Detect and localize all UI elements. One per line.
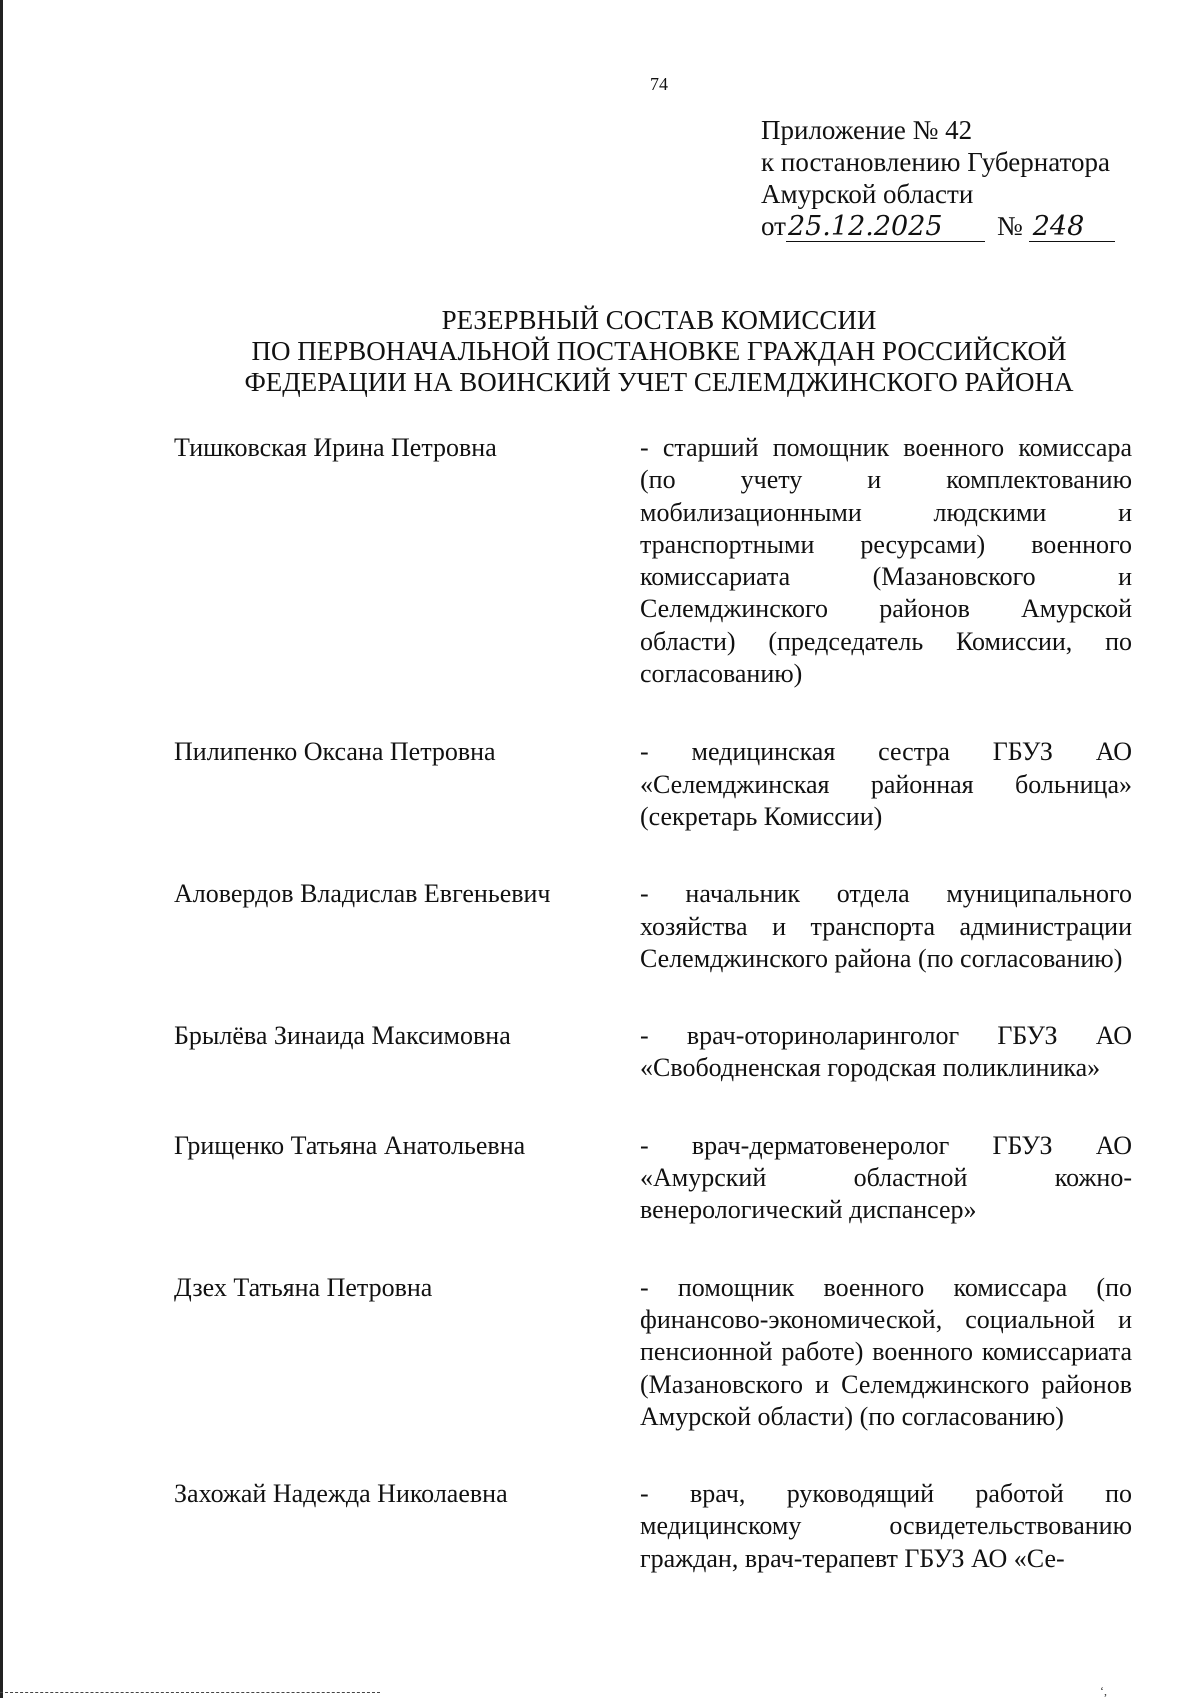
number-prefix: № [996, 211, 1023, 241]
handwritten-number: 248 [1029, 213, 1115, 242]
member-name: Грищенко Татьяна Анатольевна [174, 1130, 526, 1160]
member-name: Захожай Надежда Николаевна [174, 1479, 508, 1509]
title-line-1: РЕЗЕРВНЫЙ СОСТАВ КОМИССИИ [441, 305, 877, 335]
member-row [174, 736, 1138, 833]
member-list [174, 432, 1138, 1575]
handwritten-date: 25.12.2025 [786, 213, 985, 242]
member-role: - медицинская сестра ГБУЗ АО «Селемджинская районная больница» (секретарь Комиссии) [640, 737, 1132, 831]
member-name: Тишковская Ирина Петровна [174, 433, 497, 462]
scan-artifact-mark: ʻ, [1100, 1684, 1107, 1698]
appendix-line-3: Амурской области [761, 179, 974, 209]
member-row [174, 1478, 1138, 1575]
date-prefix: от [761, 211, 786, 241]
member-role: - врач, руководящий работой по медицинскому освидетельствованию граждан, врач-терапевт ГБУЗ АО «Се- [640, 1479, 1132, 1573]
member-name: Брылёва Зинаида Максимовна [174, 1021, 511, 1051]
member-row [174, 878, 1138, 975]
appendix-line-1: Приложение № 42 [761, 115, 973, 145]
document-title [0, 305, 1200, 398]
member-role: - старший помощник военного комиссара (по учету и комплектованию мобилизационными людскими и транспортными ресурсами) военного комиссариата (Мазановского и Селемджинского районов Амурской области) (председатель Комиссии, по согласованию) [640, 433, 1132, 689]
member-name: Пилипенко Оксана Петровна [174, 737, 496, 767]
page-number: 74 [650, 74, 668, 94]
member-role: - помощник военного комиссара (по финансово-экономической, социальной и пенсионной работе) военного комиссариата (Мазановского и Селемджинского районов Амурской области) (по согласованию) [640, 1272, 1132, 1431]
member-row [174, 1272, 1138, 1433]
member-row [174, 1020, 1138, 1085]
member-role: - начальник отдела муниципального хозяйства и транспорта администрации Селемджинского района (по согласованию) [640, 879, 1132, 973]
member-name: Дзех Татьяна Петровна [174, 1272, 433, 1302]
decree-date-row [761, 210, 1181, 242]
appendix-line-2: к постановлению Губернатора [761, 147, 1110, 177]
title-line-2: ПО ПЕРВОНАЧАЛЬНОЙ ПОСТАНОВКЕ ГРАЖДАН РОССИЙСКОЙ [251, 336, 1067, 366]
bottom-scan-line [0, 1692, 380, 1693]
member-role: - врач-дерматовенеролог ГБУЗ АО «Амурский областной кожно-венерологический диспансер» [640, 1130, 1132, 1225]
member-name: Аловердов Владислав Евгеньевич [174, 879, 551, 909]
member-row [174, 432, 1138, 690]
member-row [174, 1130, 1138, 1227]
member-role: - врач-оториноларинголог ГБУЗ АО «Свободненская городская поликлиника» [640, 1021, 1132, 1083]
appendix-header [761, 114, 1181, 242]
page-left-edge [0, 0, 3, 1698]
title-line-3: ФЕДЕРАЦИИ НА ВОИНСКИЙ УЧЕТ СЕЛЕМДЖИНСКОГО РАЙОНА [244, 367, 1074, 397]
